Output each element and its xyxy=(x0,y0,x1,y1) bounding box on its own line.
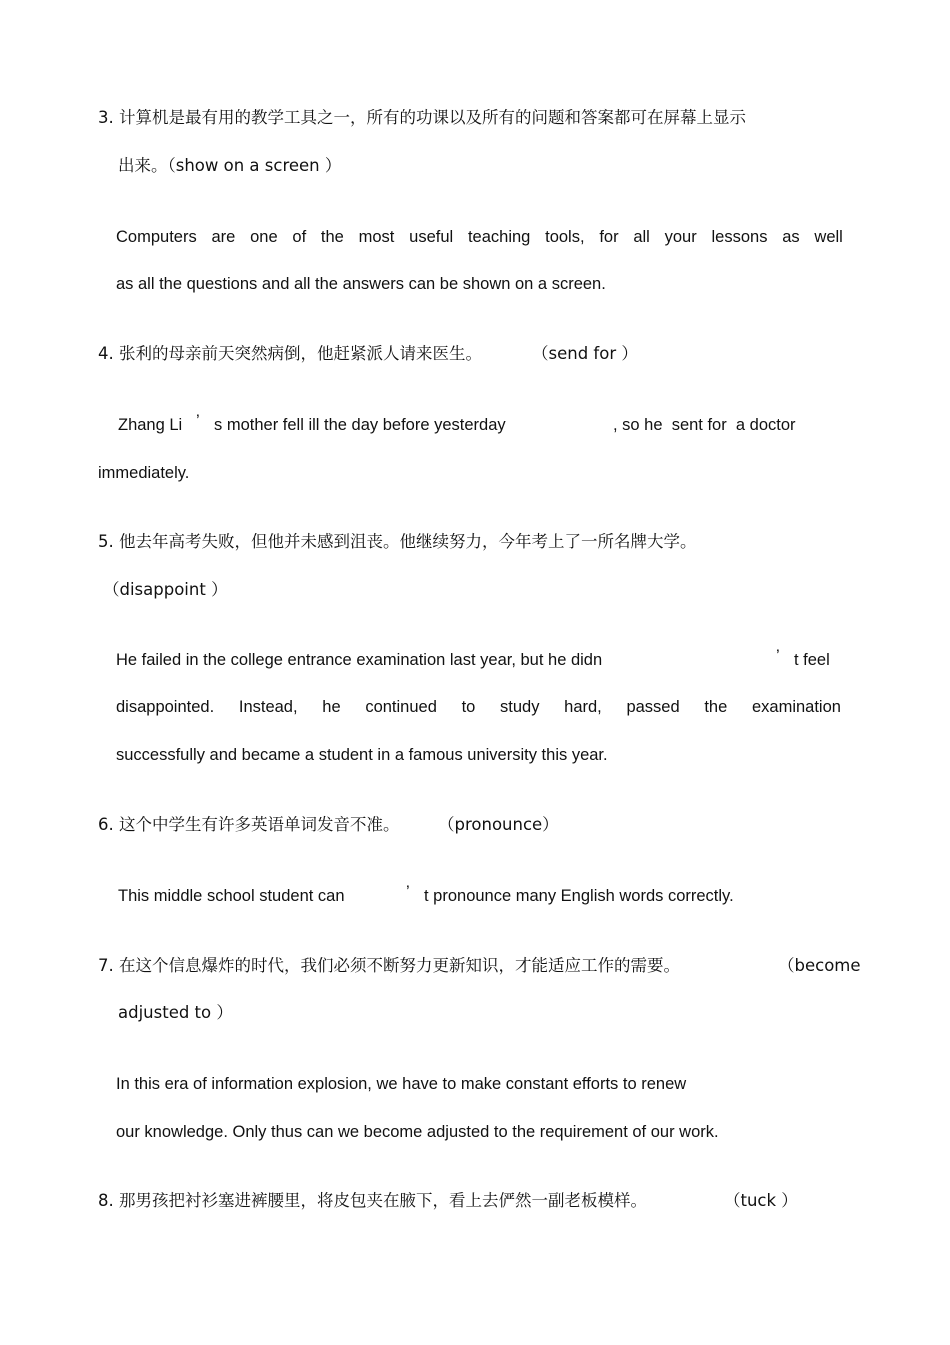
item-4-english-right: , so he sent for a doctor xyxy=(613,416,796,434)
item-5-english-right: t feel xyxy=(794,651,830,669)
item-4-english-mid: s mother fell ill the day before yesterday xyxy=(214,416,506,434)
item-3-chinese-line1: 3. 计算机是最有用的教学工具之一，所有的功课以及所有的问题和答案都可在屏幕上显示 xyxy=(98,108,746,127)
item-7-chinese-line1: 7. 在这个信息爆炸的时代，我们必须不断努力更新知识，才能适应工作的需要。 xyxy=(98,956,680,975)
item-6-english-left: This middle school student can xyxy=(118,887,345,905)
item-5-english-line2: disappointed. Instead, he continued to study hard, passed the examination xyxy=(116,698,841,716)
item-3-chinese-line2: 出来。（show on a screen ） xyxy=(118,156,342,175)
item-7-chinese-hint: （become xyxy=(778,956,861,975)
item-4-english-left: Zhang Li xyxy=(118,416,183,434)
item-4-chinese-hint: （send for ） xyxy=(532,344,638,363)
item-7-english-line1: In this era of information explosion, we have to make constant efforts to renew xyxy=(116,1075,687,1093)
item-6-english-apostrophe: ’ xyxy=(406,883,410,901)
item-5-english-apostrophe: ’ xyxy=(776,647,780,665)
item-6-chinese-hint: （pronounce） xyxy=(438,815,559,834)
item-8-chinese-line1: 8. 那男孩把衬衫塞进裤腰里，将皮包夹在腋下，看上去俨然一副老板模样。 xyxy=(98,1191,647,1210)
item-3-english-line2: as all the questions and all the answers can be shown on a screen. xyxy=(116,275,606,293)
item-6-english-right: t pronounce many English words correctly. xyxy=(424,887,734,905)
item-7-english-line2: our knowledge. Only thus can we become adjusted to the requirement of our work. xyxy=(116,1123,719,1141)
item-5-chinese-line1: 5. 他去年高考失败，但他并未感到沮丧。他继续努力，今年考上了一所名牌大学。 xyxy=(98,532,697,551)
item-5-chinese-line2: （disappoint ） xyxy=(103,580,228,599)
item-4-english-line2: immediately. xyxy=(98,464,190,482)
item-7-chinese-line2: adjusted to ） xyxy=(118,1003,233,1022)
item-4-english-apostrophe: ’ xyxy=(196,412,200,430)
item-8-chinese-hint: （tuck ） xyxy=(724,1191,798,1210)
item-5-english-left: He failed in the college entrance examination last year, but he didn xyxy=(116,651,603,669)
item-5-english-line3: successfully and became a student in a famous university this year. xyxy=(116,746,608,764)
item-6-chinese-line1: 6. 这个中学生有许多英语单词发音不准。 xyxy=(98,815,400,834)
item-4-chinese-line1: 4. 张利的母亲前天突然病倒，他赶紧派人请来医生。 xyxy=(98,344,482,363)
item-3-english-line1: Computers are one of the most useful teaching tools, for all your lessons as well xyxy=(116,228,843,246)
